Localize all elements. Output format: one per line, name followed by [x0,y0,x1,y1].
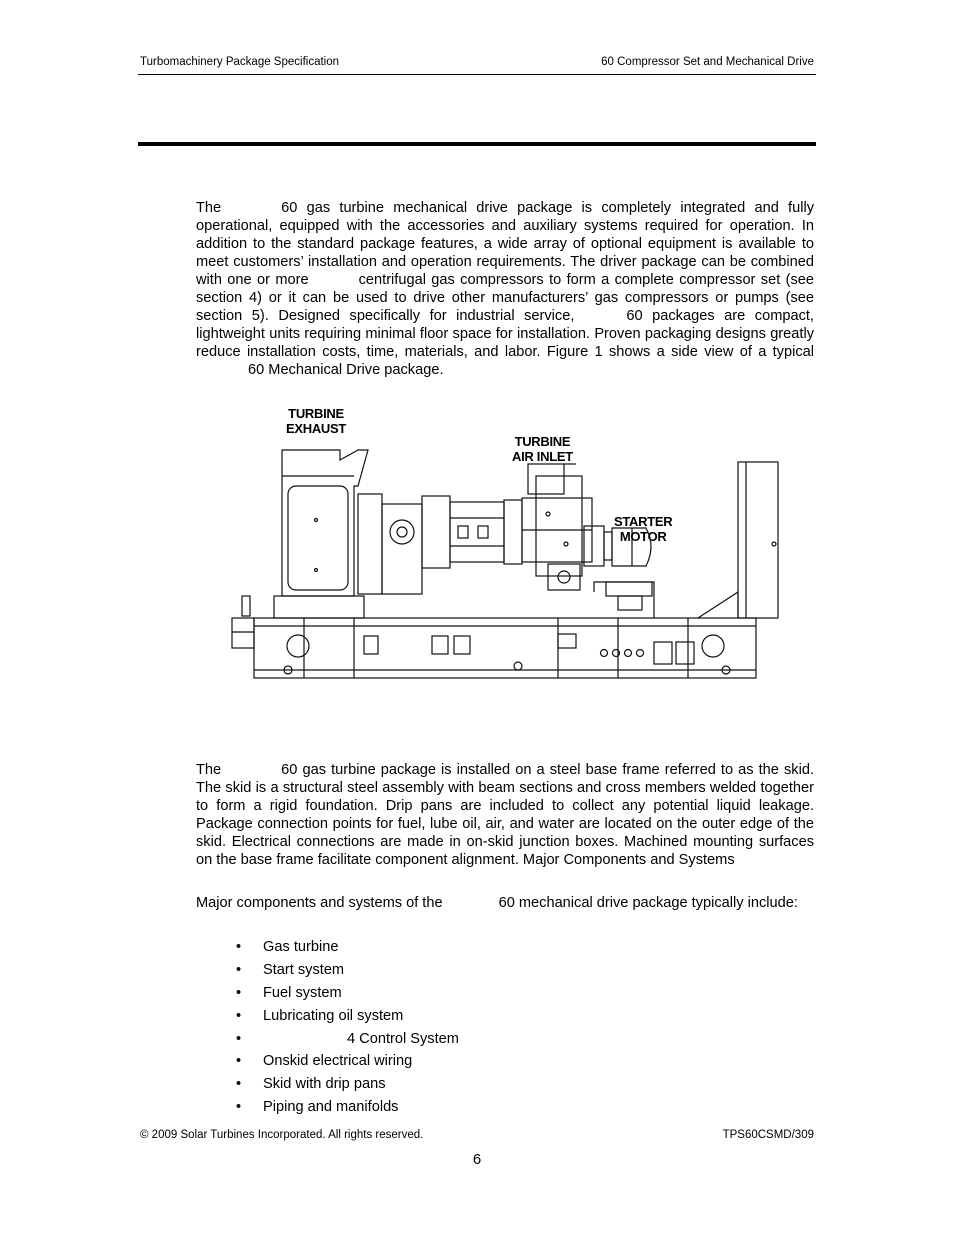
list-item: • Lubricating oil system [236,1007,404,1024]
package-drawing [218,396,798,696]
intro-text-4: 60 packages are compact, lightweight units requiring minimal floor space for installation. Proven packaging designs greatly reduce installation costs, time, materials, and labor. Figure 1 shows a side view of a typical [196,308,814,360]
list-item: • Gas turbine [236,939,339,955]
intro-paragraph [196,199,814,379]
list-item: • Skid with drip pans [236,1076,386,1093]
list-item: • Start system [236,961,345,978]
turbine-air-inlet-label: TURBINE AIR INLET [512,434,573,464]
list-item: • Fuel system [236,984,342,1001]
package-side-view-figure [218,396,798,696]
intro-text-2: 60 gas turbine mechanical drive package is completely integrated and fully operational, equipped with the accessories and auxiliary systems required for operation. In addition to the standard package features, a wide array of optional equipment is available to meet customers’ installation and operation requirements. The driver package can be combined with one or more [196,200,814,288]
footer-doc-id: TPS60CSMD/309 [722,1129,814,1141]
footer-copyright: © 2009 Solar Turbines Incorporated. All rights reserved. [140,1129,424,1141]
page-number: 6 [472,1151,482,1168]
list-item: • 4 Control System [236,1030,459,1047]
skid-text-2: 60 gas turbine package is installed on a steel base frame referred to as the skid. The skid is a structural steel assembly with beam sections and cross members welded together to form a rigid foundation. Drip pans are included to collect any potential liquid leakage. Package connection points for fuel, lube oil, air, and water are located on the outer edge of the skid. Electrical connections are made in on-skid junction boxes. Machined mounting surfaces on the base frame facilitate component alignment. Major Components and Systems [196,762,814,868]
list-item: • Onskid electrical wiring [236,1053,413,1070]
header-section: 60 Compressor Set and Mechanical Drive [601,56,814,68]
skid-paragraph [196,761,814,869]
components-text-1: Major components and systems of the [196,895,443,911]
section-divider [138,142,816,146]
intro-text-5: 60 Mechanical Drive package. [248,362,444,378]
starter-motor-label: STARTER MOTOR [614,514,673,544]
component-list [196,938,459,1121]
components-paragraph [196,894,814,912]
turbine-exhaust-label: TURBINE EXHAUST [286,406,347,436]
intro-text-1: The [196,200,222,216]
components-text-2: 60 mechanical drive package typically include: [498,895,798,911]
intro-text-3: centrifugal gas compressors to form a complete compressor set (see section 4) or it can be used to drive other manufacturers’ gas compressors or pumps (see section 5). Designed specifically for industrial service, [196,272,814,324]
list-item: • Piping and manifolds [236,1099,399,1116]
header-title: Turbomachinery Package Specification [140,56,340,68]
header-divider [138,74,816,75]
skid-text-1: The [196,762,222,778]
